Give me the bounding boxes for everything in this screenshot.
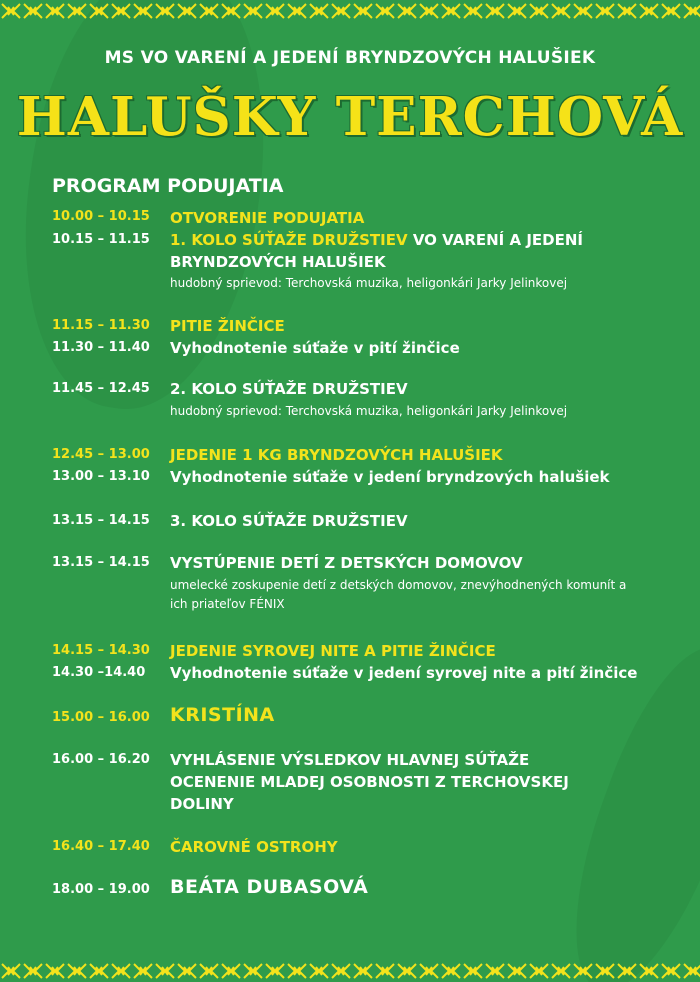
border-motif	[288, 964, 306, 978]
border-motif	[46, 964, 64, 978]
border-motif	[640, 4, 658, 18]
border-motif	[530, 4, 548, 18]
program-time: 10.15 – 11.15	[52, 232, 150, 247]
border-motif	[68, 964, 86, 978]
program-title: 1. KOLO SÚŤAŽE DRUŽSTIEV	[170, 231, 408, 249]
border-motif	[398, 4, 416, 18]
border-motif	[552, 964, 570, 978]
program-title: OTVORENIE PODUJATIA	[170, 209, 365, 227]
border-motif	[244, 964, 262, 978]
program-time: 11.30 – 11.40	[52, 340, 150, 355]
program-time: 18.00 – 19.00	[52, 882, 150, 897]
border-motif	[530, 964, 548, 978]
border-motif	[684, 4, 700, 18]
border-motif	[508, 4, 526, 18]
border-motif	[508, 964, 526, 978]
border-motif	[618, 964, 636, 978]
border-motif	[310, 964, 328, 978]
border-motif	[222, 964, 240, 978]
border-motif	[134, 4, 152, 18]
program-note: umelecké zoskupenie detí z detských domovov, znevýhodnených komunít a ich priateľov FÉNIX	[170, 578, 627, 611]
program-title: ČAROVNÉ OSTROHY	[170, 838, 338, 856]
program-time: 16.40 – 17.40	[52, 839, 150, 854]
program-heading: PROGRAM PODUJATIA	[52, 175, 284, 197]
border-motif	[90, 964, 108, 978]
program-title: BEÁTA DUBASOVÁ	[170, 876, 369, 898]
border-motif	[266, 4, 284, 18]
program-time: 15.00 – 16.00	[52, 710, 150, 725]
border-motif	[684, 964, 700, 978]
program-time: 14.15 – 14.30	[52, 643, 150, 658]
border-motif	[112, 964, 130, 978]
border-motif	[486, 964, 504, 978]
border-motif	[178, 964, 196, 978]
event-subtitle: MS VO VARENÍ A JEDENÍ BRYNDZOVÝCH HALUŠIEK	[104, 48, 596, 68]
border-motif	[662, 4, 680, 18]
border-motif	[288, 4, 306, 18]
program-title: PITIE ŽINČICE	[170, 317, 285, 335]
program-title-continued: VO VARENÍ A JEDENÍ BRYNDZOVÝCH HALUŠIEK	[170, 231, 583, 271]
border-motif	[46, 4, 64, 18]
border-motif	[596, 964, 614, 978]
program-time: 13.15 – 14.15	[52, 513, 150, 528]
border-motif	[398, 964, 416, 978]
border-motif	[574, 964, 592, 978]
border-motif	[200, 4, 218, 18]
border-motif	[156, 4, 174, 18]
border-motif	[376, 964, 394, 978]
program-title-line2: OCENENIE MLADEJ OSOBNOSTI Z TERCHOVSKEJ DOLINY	[170, 773, 569, 813]
program-time: 13.00 – 13.10	[52, 469, 150, 484]
program-time: 11.45 – 12.45	[52, 381, 150, 396]
border-motif	[178, 4, 196, 18]
border-motif	[486, 4, 504, 18]
border-motif	[640, 964, 658, 978]
program-time: 16.00 – 16.20	[52, 752, 150, 767]
program-title: Vyhodnotenie súťaže v jedení syrovej nite a pití žinčice	[170, 664, 638, 682]
program-time: 13.15 – 14.15	[52, 555, 150, 570]
border-motif	[420, 4, 438, 18]
program-title: Vyhodnotenie súťaže v pití žinčice	[170, 339, 460, 357]
program-note: hudobný sprievod: Terchovská muzika, heligonkári Jarky Jelinkovej	[170, 404, 568, 418]
border-motif	[90, 4, 108, 18]
program-time: 11.15 – 11.30	[52, 318, 150, 333]
program-time: 14.30 –14.40	[52, 665, 146, 680]
program-note: hudobný sprievod: Terchovská muzika, heligonkári Jarky Jelinkovej	[170, 276, 568, 290]
border-motif	[112, 4, 130, 18]
border-motif	[464, 964, 482, 978]
program-title: 2. KOLO SÚŤAŽE DRUŽSTIEV	[170, 380, 408, 398]
border-motif	[442, 964, 460, 978]
border-motif	[24, 964, 42, 978]
border-motif	[332, 4, 350, 18]
border-motif	[266, 964, 284, 978]
program-title: KRISTÍNA	[170, 704, 275, 726]
border-motif	[200, 964, 218, 978]
program-title: JEDENIE 1 KG BRYNDZOVÝCH HALUŠIEK	[170, 446, 503, 464]
border-motif	[310, 4, 328, 18]
program-time: 10.00 – 10.15	[52, 209, 150, 224]
border-motif	[68, 4, 86, 18]
border-motif	[618, 4, 636, 18]
border-motif	[552, 4, 570, 18]
border-motif	[354, 964, 372, 978]
event-title: HALUŠKY TERCHOVÁ	[16, 86, 684, 148]
border-motif	[574, 4, 592, 18]
folk-border-bottom	[0, 960, 700, 982]
program-title: JEDENIE SYROVEJ NITE A PITIE ŽINČICE	[170, 642, 496, 660]
border-motif	[222, 4, 240, 18]
folk-border-top	[0, 0, 700, 22]
border-motif	[24, 4, 42, 18]
border-motif	[2, 4, 20, 18]
border-motif	[376, 4, 394, 18]
border-motif	[134, 964, 152, 978]
border-motif	[156, 964, 174, 978]
border-motif	[596, 4, 614, 18]
border-motif	[420, 964, 438, 978]
border-motif	[244, 4, 262, 18]
program-time: 12.45 – 13.00	[52, 447, 150, 462]
border-motif	[2, 964, 20, 978]
border-motif	[332, 964, 350, 978]
border-motif	[464, 4, 482, 18]
program-title: VYSTÚPENIE DETÍ Z DETSKÝCH DOMOVOV	[170, 554, 523, 572]
border-motif	[354, 4, 372, 18]
program-title: Vyhodnotenie súťaže v jedení bryndzových halušiek	[170, 468, 610, 486]
border-motif	[442, 4, 460, 18]
program-title: VYHLÁSENIE VÝSLEDKOV HLAVNEJ SÚŤAŽE	[170, 751, 530, 769]
program-title: 3. KOLO SÚŤAŽE DRUŽSTIEV	[170, 512, 408, 530]
border-motif	[662, 964, 680, 978]
